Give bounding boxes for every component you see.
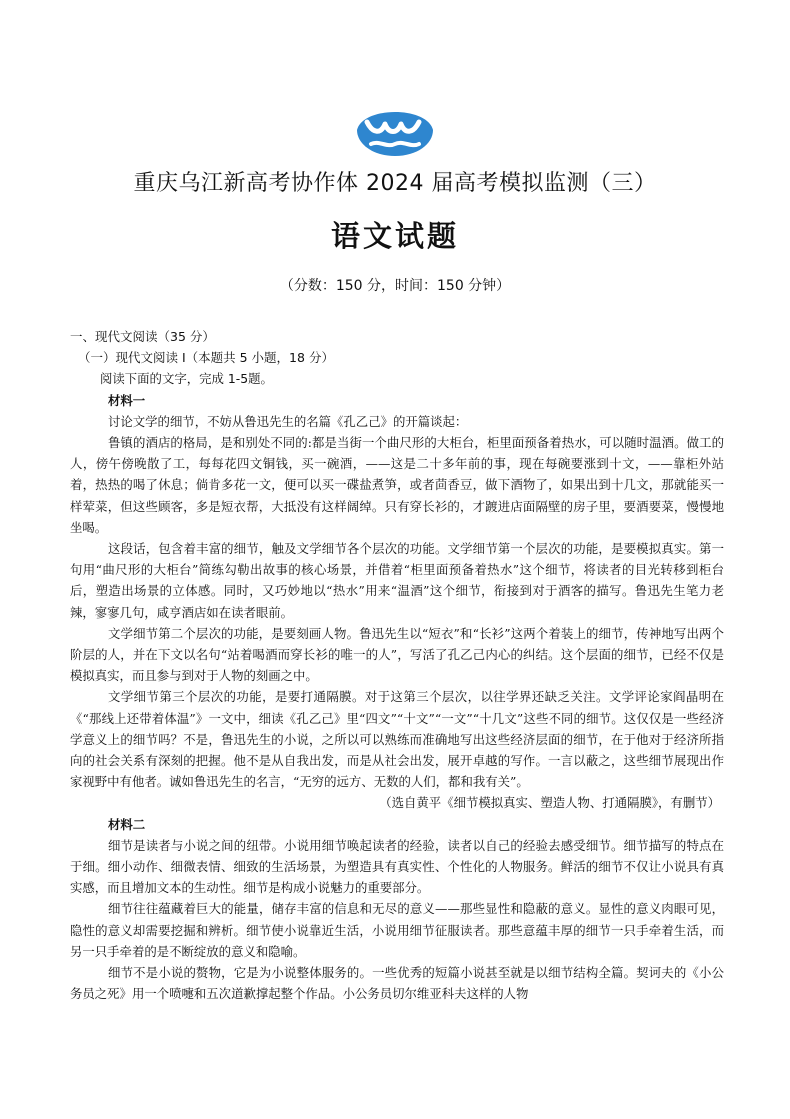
- material-two-label: 材料二: [108, 816, 146, 832]
- source-citation: （选自黄平《细节模拟真实、塑造人物、打通隔膜》，有删节）: [379, 795, 720, 811]
- material-one-label: 材料一: [108, 392, 146, 408]
- wave-logo-icon: [353, 100, 437, 158]
- paragraph: 细节不是小说的赘物，它是为小说整体服务的。一些优秀的短篇小说甚至就是以细节结构全篇。契诃夫的《小公务员之死》用一个喷嚏和五次道歉撑起整个作品。小公务员切尔维亚科夫这样的人物: [70, 965, 724, 1002]
- paragraph: 讨论文学的细节，不妨从鲁迅先生的名篇《孔乙己》的开篇谈起：: [108, 413, 468, 429]
- paragraph: 这段话，包含着丰富的细节，触及文学细节各个层次的功能。文学细节第一个层次的功能，是要模拟真实。第一句用“曲尺形的大柜台”简练勾勒出故事的核心场景，并借着“柜里面预备着热水”这个细节，将读者的目光转移到柜台后，塑造出场景的立体感。同时，又巧妙地以“热水”用来“温酒”这个细节，衔接到对于酒客的描写。鲁迅先生笔力老辣，寥寥几句，咸亨酒店如在读者眼前。: [70, 541, 724, 620]
- paragraph: 鲁镇的酒店的格局，是和别处不同的:都是当街一个曲尺形的大柜台，柜里面预备着热水，可以随时温酒。做工的人，傍午傍晚散了工，每每花四文铜钱，买一碗酒，——这是二十多年前的事，现在每碗要涨到十文，——靠柜外站着，热热的喝了休息；倘肯多花一文，便可以买一碟盐煮笋，或者茴香豆，做下酒物了，如果出到十几文，那就能买一样荤菜，但这些顾客，多是短衣帮，大抵没有这样阔绰。只有穿长衫的，才踱进店面隔壁的房子里，要酒要菜，慢慢地坐喝。: [70, 435, 724, 535]
- subsection-title: （一）现代文阅读 I（本题共 5 小题，18 分）: [78, 350, 334, 366]
- paragraph: 细节往往蕴藏着巨大的能量，储存丰富的信息和无尽的意义——那些显性和隐蔽的意义。显性的意义肉眼可见，隐性的意义却需要挖掘和辨析。细节使小说靠近生活，小说用细节征服读者。那些意蕴丰厚的细节一只手牵着生活，而另一只手牵着的是不断绽放的意义和隐喻。: [70, 901, 724, 959]
- paragraph: 细节是读者与小说之间的纽带。小说用细节唤起读者的经验，读者以自己的经验去感受细节。细节描写的特点在于细。细小动作、细微表情、细致的生活场景，为塑造具有真实性、个性化的人物服务。鲜活的细节不仅让小说具有真实感，而且增加文本的生动性。细节是构成小说魅力的重要部分。: [70, 837, 724, 896]
- paragraph: 文学细节第二个层次的功能，是要刻画人物。鲁迅先生以“短衣”和“长衫”这两个着装上的细节，传神地写出两个阶层的人，并在下文以名句“站着喝酒而穿长衫的唯一的人”，写活了孔乙己内心的纠结。这个层面的细节，已经不仅是模拟真实，而且参与到对于人物的刻画之中。: [70, 625, 724, 684]
- exam-content: [70, 326, 724, 1005]
- score-time-line: （分数：150 分，时间：150 分钟）: [279, 278, 511, 294]
- subject-title: 语文试题: [330, 219, 459, 253]
- exam-title: 重庆乌江新高考协作体 2024 届高考模拟监测（三）: [133, 171, 657, 196]
- reading-instruction: 阅读下面的文字，完成 1-5题。: [100, 371, 273, 387]
- section-title: 一、现代文阅读（35 分）: [70, 329, 215, 344]
- paragraph: 文学细节第三个层次的功能，是要打通隔膜。对于这第三个层次，以往学界还缺乏关注。文学评论家阎晶明在《“那线上还带着体温”》一文中，细读《孔乙己》里“四文”“十文”“一文”“十几文”这些不同的细节。这仅仅是一些经济学意义上的细节吗？不是，鲁迅先生的小说，之所以可以熟练而准确地写出这些经济层面的细节，在于他对于经济所指向的社会关系有深刻的把握。他不是从自我出发，而是从社会出发，展开卓越的写作。一言以蔽之，这些细节展现出作家视野中有他者。诚如鲁迅先生的名言，“无穷的远方、无数的人们，都和我有关”。: [70, 689, 724, 790]
